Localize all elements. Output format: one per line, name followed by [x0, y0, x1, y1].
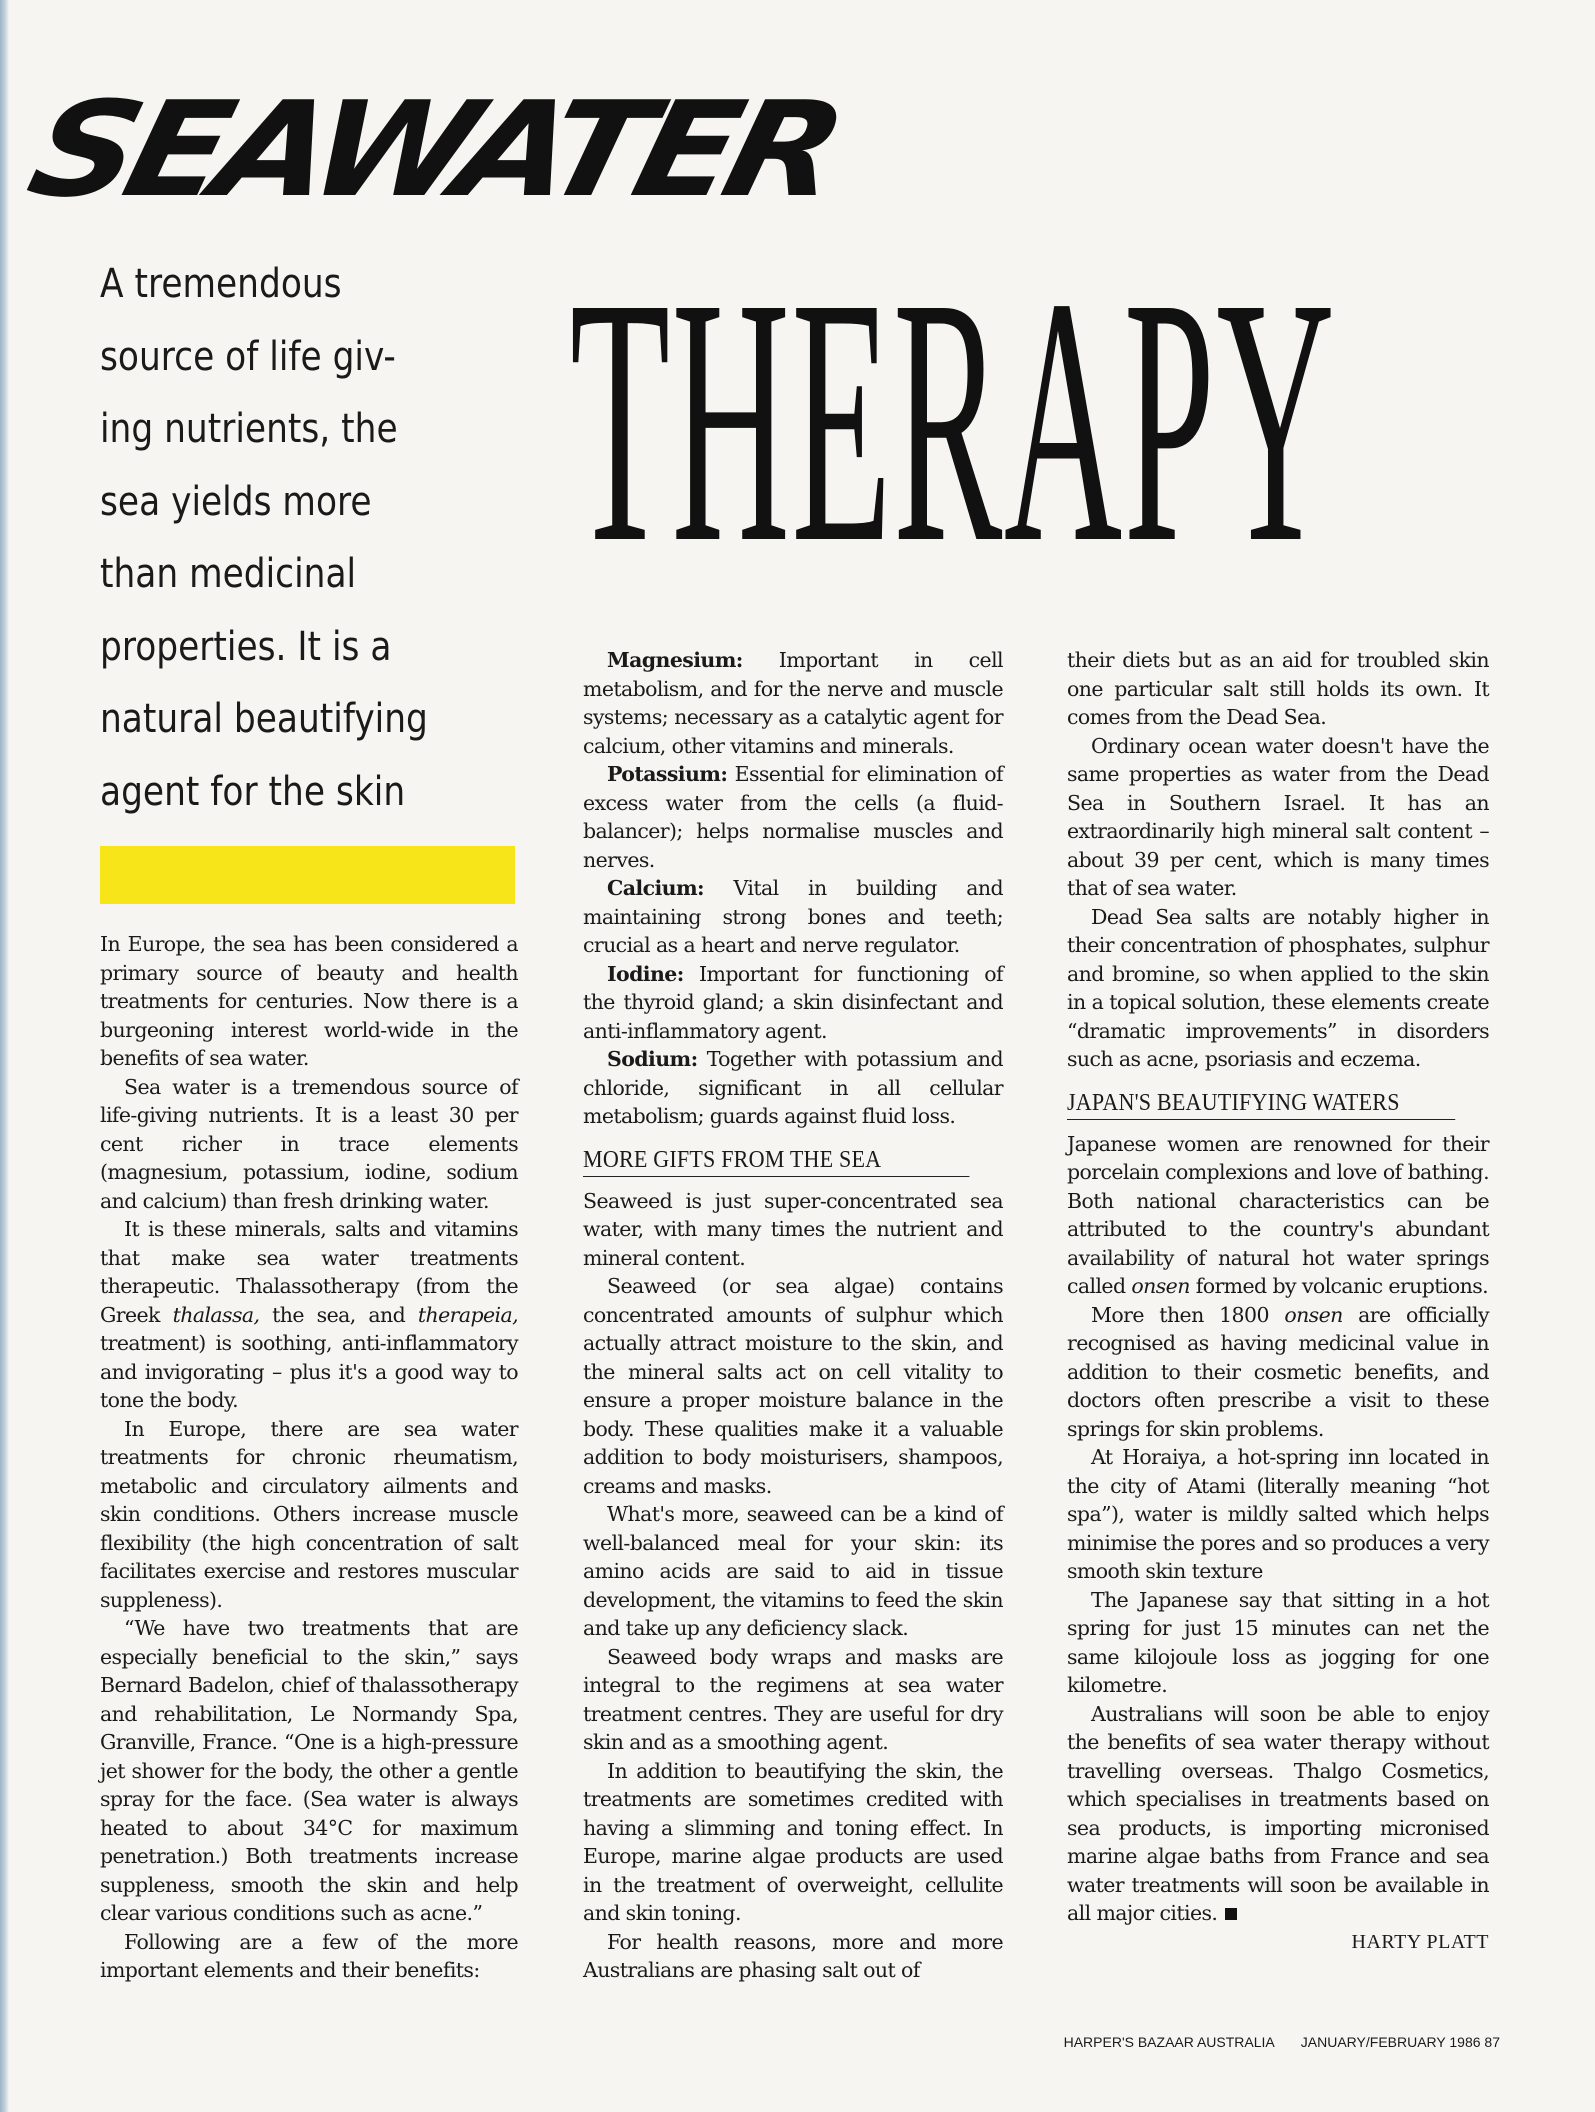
paragraph: Seaweed (or sea algae) contains concentrated amounts of sulphur which actually attract moisture to the skin, and the mineral salts act on cell vitality to ensure a proper moisture balance in the body. These qualities make it a valuable addition to body moisturisers, shampoos, creams and masks. [583, 1274, 1003, 1498]
headline-therapy: THERAPY [570, 226, 1337, 617]
page-footer [1010, 2034, 1500, 2050]
element-entry: Calcium: Vital in building and maintaining strong bones and teeth; crucial as a heart and nerve regulator. [583, 876, 1003, 957]
intro-line: agent for the skin [100, 768, 406, 815]
paragraph: In addition to beautifying the skin, the treatments are sometimes credited with having a slimming and toning effect. In Europe, marine algae products are used in the treatment of overweight, cellulite and skin toning. [583, 1758, 1003, 1925]
paragraph: Sea water is a tremendous source of life-giving nutrients. It is a least 30 per cent richer in trace elements (magnesium, potassium, iodine, sodium and calcium) than fresh drinking water. [100, 1074, 518, 1213]
paragraph: In Europe, the sea has been considered a primary source of beauty and health treatments for centuries. Now there is a burgeoning interest world-wide in the benefits of sea water. [100, 932, 518, 1070]
element-name: Calcium: [607, 876, 705, 900]
paragraph: Japanese women are renowned for their porcelain complexions and love of bathing. Both national characteristics can be attributed to the country's abundant availability of natural hot water springs called onsen formed by volcanic eruptions. [1067, 1131, 1489, 1298]
accent-bar [100, 846, 515, 904]
headline-seawater: SEAWATER [15, 73, 851, 227]
intro-line: A tremendous [100, 261, 342, 307]
intro-deck [100, 248, 444, 828]
paragraph: “We have two treatments that are especially beneficial to the skin,” says Bernard Badelon, chief of thalassotherapy and rehabilitation, Le Normandy Spa, Granville, France. “One is a high-pressure jet shower for the body, the other a gentle spray for the face. (Sea water is always heated to about 34°C for maximum penetration.) Both treatments increase suppleness, smooth the skin and help clear various conditions such as acne.” [100, 1616, 518, 1925]
intro-line: sea yields more [100, 478, 372, 525]
intro-line: ing nutrients, the [100, 406, 398, 452]
element-entry: Sodium: Together with potassium and chloride, significant in all cellular metabolism; guards against fluid loss. [583, 1047, 1003, 1128]
paragraph: For health reasons, more and more Australians are phasing salt out of [583, 1929, 1003, 1982]
footer-publication: HARPER'S BAZAAR AUSTRALIA [1063, 2034, 1275, 2050]
paragraph: Dead Sea salts are notably higher in their concentration of phosphates, sulphur and bromine, so when applied to the skin in a topical solution, these elements create “dramatic improvements” in disorders such as acne, psoriasis and eczema. [1067, 904, 1489, 1071]
paragraph: Australians will soon be able to enjoy the benefits of sea water therapy without travelling overseas. Thalgo Cosmetics, which specialises in treatments based on sea products, is importing micronised marine algae baths from France and sea water treatments will soon be available in all major cities. [1067, 1701, 1489, 1925]
page-binding-edge [0, 0, 9, 2112]
intro-line: source of life giv- [100, 333, 396, 380]
paragraph: In Europe, there are sea water treatments for chronic rheumatism, metabolic and circulatory ailments and skin conditions. Others increase muscle flexibility (the high concentration of salt facilitates exercise and restores muscular suppleness). [100, 1416, 518, 1612]
intro-line: properties. It is a [100, 623, 392, 670]
article-column-3 [1067, 646, 1489, 1956]
paragraph: Following are a few of the more important elements and their benefits: [100, 1929, 518, 1982]
paragraph: It is these minerals, salts and vitamins that make sea water treatments therapeutic. Thalassotherapy (from the Greek thalassa, the sea, and therapeia, treatment) is soothing, anti-inflammatory and invigorating – plus it's a good way to tone the body. [100, 1217, 518, 1412]
element-name: Potassium: [607, 762, 728, 786]
intro-line: than medicinal [100, 551, 357, 597]
element-name: Sodium: [607, 1047, 698, 1071]
intro-line: natural beautifying [100, 696, 428, 742]
paragraph: Seaweed body wraps and masks are integral to the regimens at sea water treatment centres. They are useful for dry skin and as a smoothing agent. [583, 1644, 1003, 1754]
article-column-1 [100, 930, 518, 1985]
paragraph: More then 1800 onsen are officially recognised as having medicinal value in addition to their cosmetic benefits, and doctors often prescribe a visit to these springs for skin problems. [1067, 1302, 1489, 1441]
footer-issue: JANUARY/FEBRUARY 1986 87 [1300, 2034, 1500, 2050]
element-name: Iodine: [607, 961, 684, 986]
paragraph: The Japanese say that sitting in a hot spring for just 15 minutes can net the same kilojoule loss as jogging for one kilometre. [1067, 1587, 1489, 1697]
paragraph: Ordinary ocean water doesn't have the same properties as water from the Dead Sea in Southern Israel. It has an extraordinarily high mineral salt content – about 39 per cent, which is many times that of sea water. [1067, 733, 1489, 900]
paragraph: At Horaiya, a hot-spring inn located in the city of Atami (literally meaning “hot spa”), water is mildly salted which helps minimise the pores and so produces a very smooth skin texture [1067, 1445, 1489, 1583]
element-entry: Magnesium: Important in cell metabolism, and for the nerve and muscle systems; necessary as a catalytic agent for calcium, other vitamins and minerals. [583, 648, 1003, 758]
paragraph: their diets but as an aid for troubled skin one particular salt still holds its own. It comes from the Dead Sea. [1067, 648, 1489, 729]
end-mark-icon [1225, 1908, 1237, 1920]
element-name: Magnesium: [607, 648, 743, 672]
subhead-japans-waters: JAPAN'S BEAUTIFYING WATERS [1067, 1088, 1455, 1120]
subhead-more-gifts: MORE GIFTS FROM THE SEA [583, 1145, 969, 1177]
byline: HARTY PLATT [1351, 1930, 1489, 1953]
element-entry: Potassium: Essential for elimination of excess water from the cells (a fluid-balancer); helps normalise muscles and nerves. [583, 762, 1003, 872]
article-column-2 [583, 646, 1003, 1985]
paragraph: What's more, seaweed can be a kind of well-balanced meal for your skin: its amino acids are said to aid in tissue development, the vitamins to feed the skin and take up any deficiency slack. [583, 1502, 1003, 1640]
element-entry: Iodine: Important for functioning of the thyroid gland; a skin disinfectant and anti-inflammatory agent. [583, 961, 1003, 1043]
paragraph: Seaweed is just super-concentrated sea water, with many times the nutrient and mineral content. [583, 1188, 1003, 1270]
